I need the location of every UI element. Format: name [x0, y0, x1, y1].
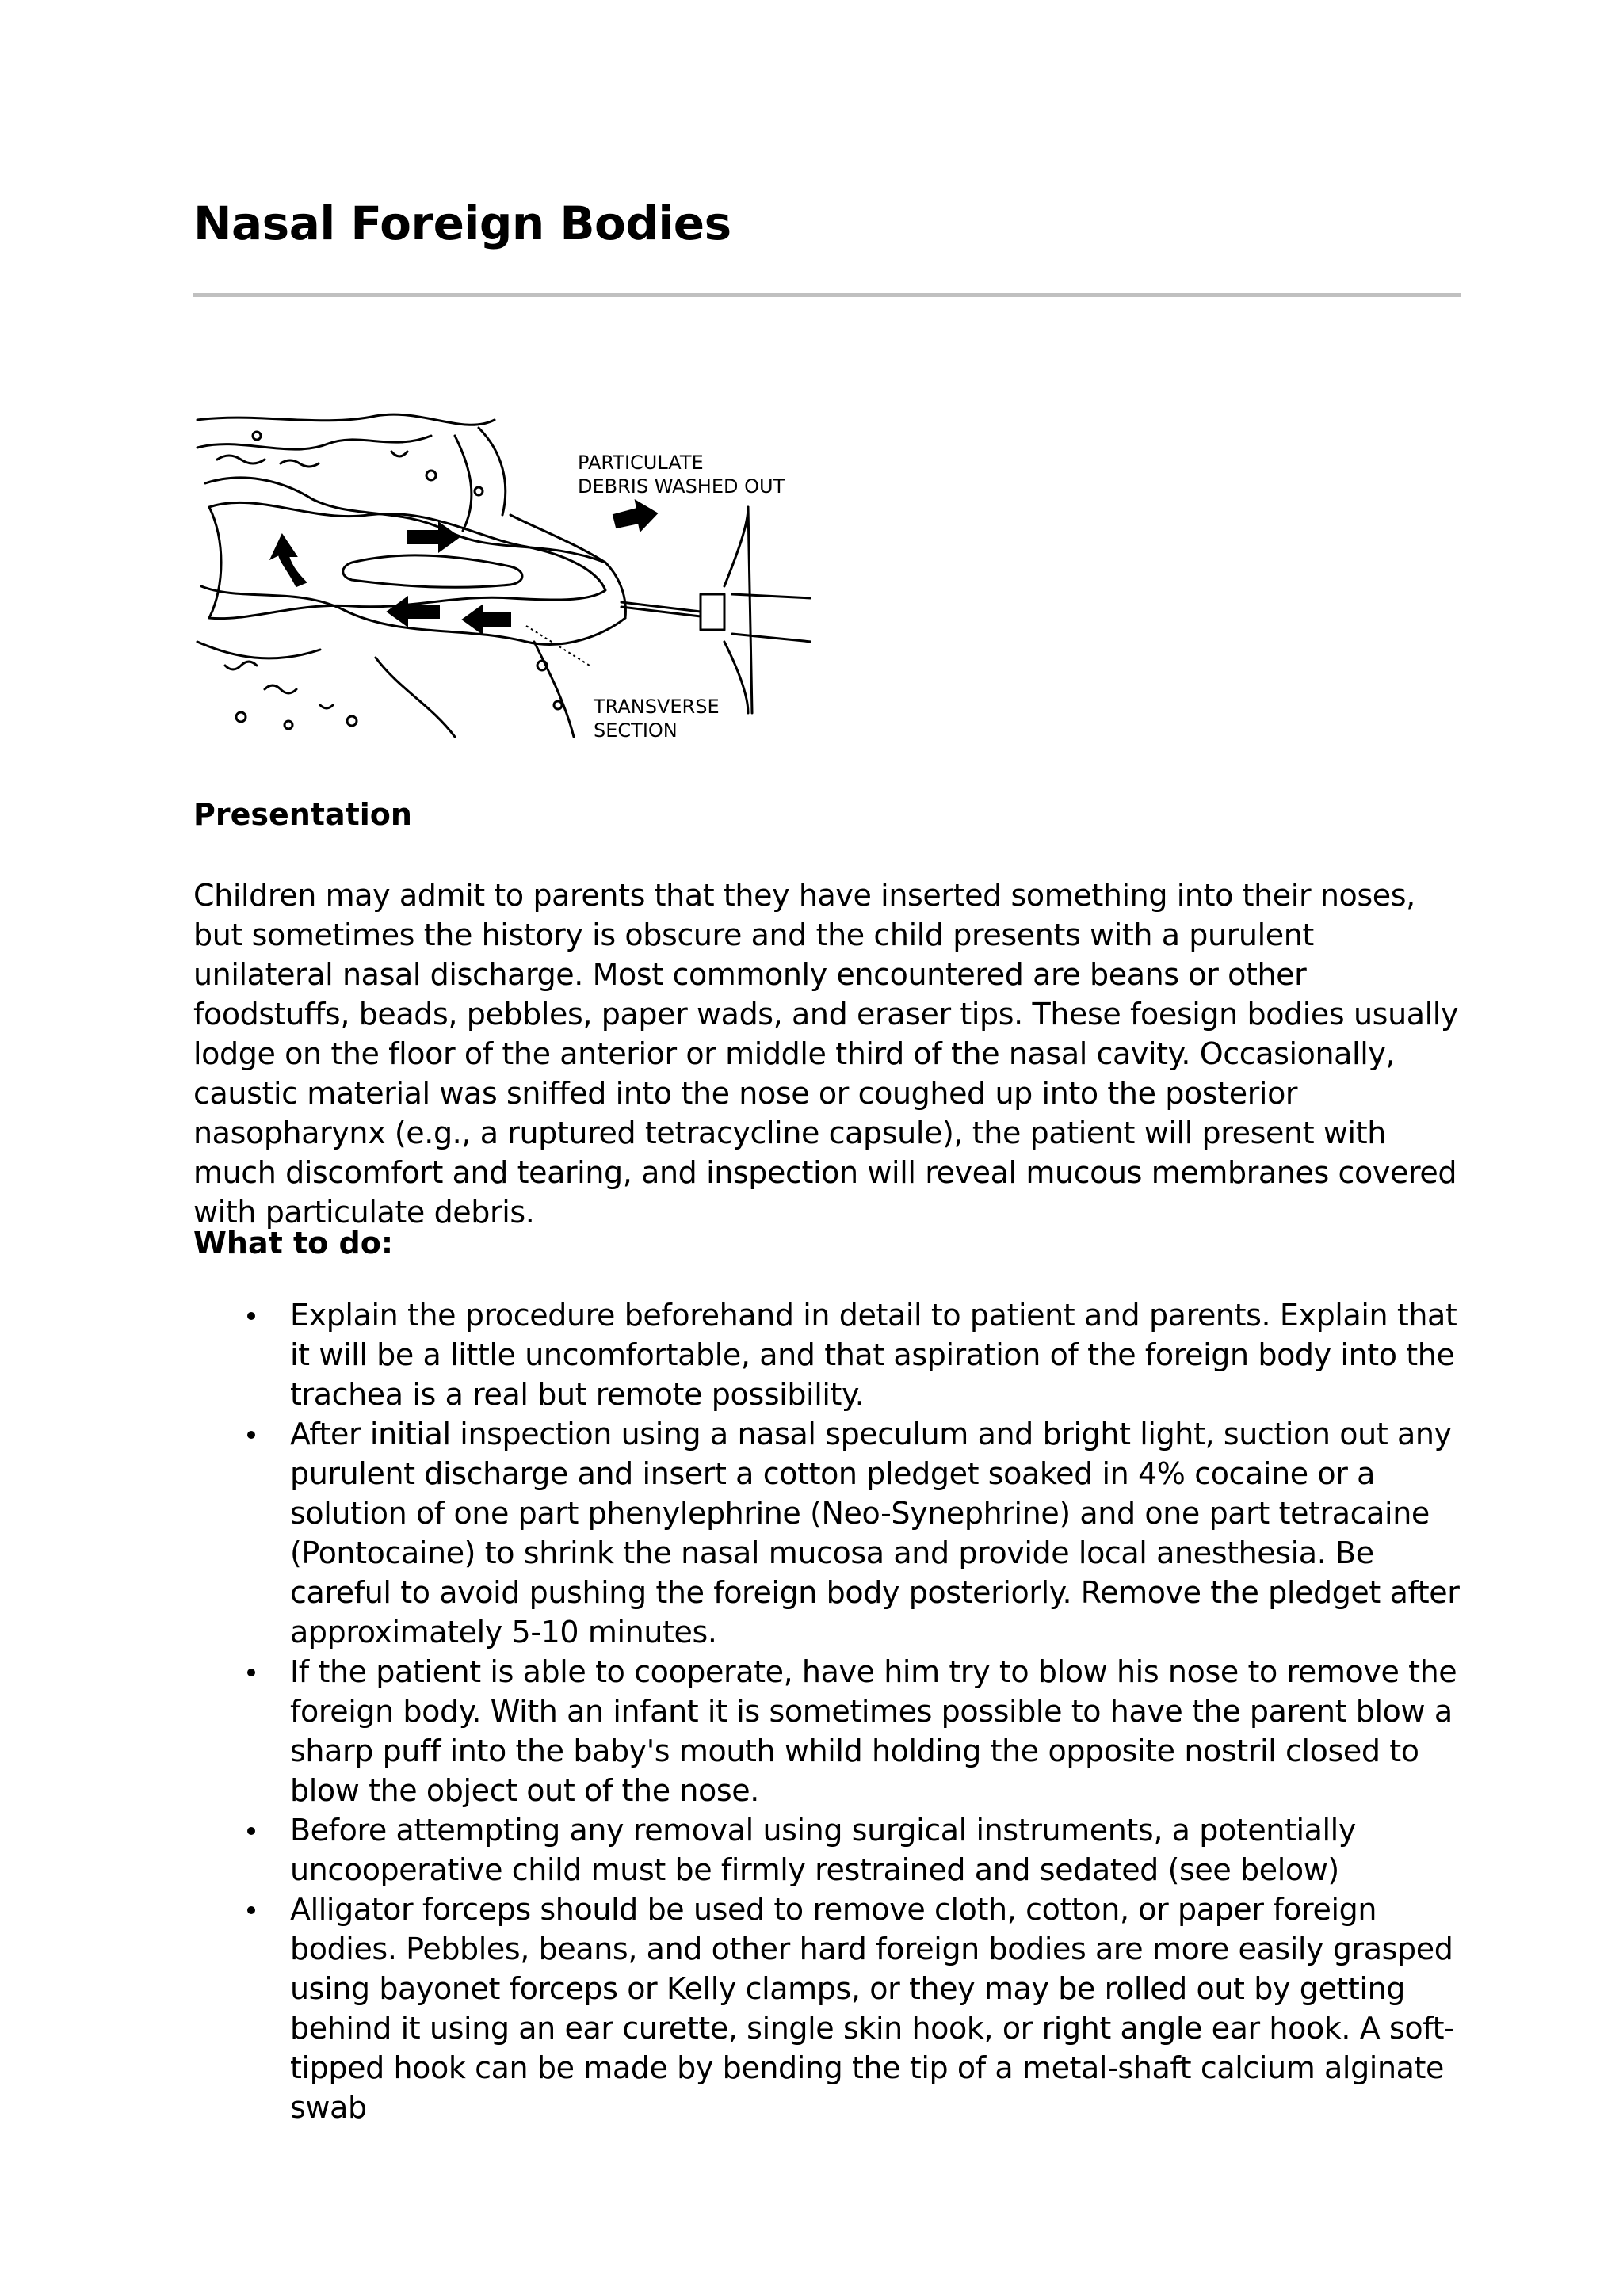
label-transverse: TRANSVERSE	[594, 696, 720, 718]
list-item	[193, 1810, 1477, 1890]
label-debris-washed-out: DEBRIS WASHED OUT	[578, 475, 785, 498]
nasal-irrigation-illustration	[193, 404, 812, 745]
bullet-icon	[247, 1431, 255, 1439]
bullet-icon	[247, 1312, 255, 1320]
bullet-icon	[247, 1906, 255, 1914]
label-particulate: PARTICULATE	[578, 452, 704, 474]
label-section: SECTION	[594, 719, 678, 742]
list-item-text: Before attempting any removal using surgical instruments, a potentially uncooperative child must be firmly restrained and sedated (see below)	[290, 1813, 1356, 1887]
list-item	[193, 1890, 1477, 2127]
list-item	[193, 1414, 1477, 1652]
what-to-do-list	[193, 1295, 1477, 2127]
list-item-text: Alligator forceps should be used to remove cloth, cotton, or paper foreign bodies. Pebbles, beans, and other hard foreign bodies are more easily grasped using bayonet forceps or Kelly clamps, or they may be rolled out by getting behind it using an ear curette, single skin hook, or right angle ear hook. A soft-tipped hook can be made by bending the tip of a metal-shaft calcium alginate swab	[290, 1892, 1455, 2125]
list-item	[193, 1652, 1477, 1810]
list-item-text: Explain the procedure beforehand in detail to patient and parents. Explain that it will be a little uncomfortable, and that aspiration of the foreign body into the trachea is a real but remote possibility.	[290, 1298, 1457, 1412]
bullet-icon	[247, 1669, 255, 1676]
presentation-heading: Presentation	[193, 797, 412, 832]
presentation-paragraph: Children may admit to parents that they have inserted something into their noses, but sometimes the history is obscure and the child presents with a purulent unilateral nasal discharge. Most commonly encountered are beans or other foodstuffs, beads, pebbles, paper wads, and eraser tips. These foesign bodies usually lodge on the floor of the anterior or middle third of the nasal cavity. Occasionally, caustic material was sniffed into the nose or coughed up into the posterior nasopharynx (e.g., a ruptured tetracycline capsule), the patient will present with much discomfort and tearing, and inspection will reveal mucous membranes covered with particulate debris.	[193, 878, 1459, 1230]
title-divider	[193, 293, 1461, 297]
bullet-icon	[247, 1827, 255, 1835]
list-item-text: If the patient is able to cooperate, have him try to blow his nose to remove the foreign body. With an infant it is sometimes possible to have the parent blow a sharp puff into the baby's mouth whild holding the opposite nostril closed to blow the object out of the nose.	[290, 1654, 1457, 1808]
list-item	[193, 1295, 1477, 1414]
illustration-svg	[193, 404, 812, 745]
page-title: Nasal Foreign Bodies	[193, 196, 731, 250]
list-item-text: After initial inspection using a nasal speculum and bright light, suction out any purulent discharge and insert a cotton pledget soaked in 4% cocaine or a solution of one part phenylephrine (Neo-Synephrine) and one part tetracaine (Pontocaine) to shrink the nasal mucosa and provide local anesthesia. Be careful to avoid pushing the foreign body posteriorly. Remove the pledget after approximately 5-10 minutes.	[290, 1417, 1460, 1650]
what-to-do-heading: What to do:	[193, 1226, 394, 1261]
